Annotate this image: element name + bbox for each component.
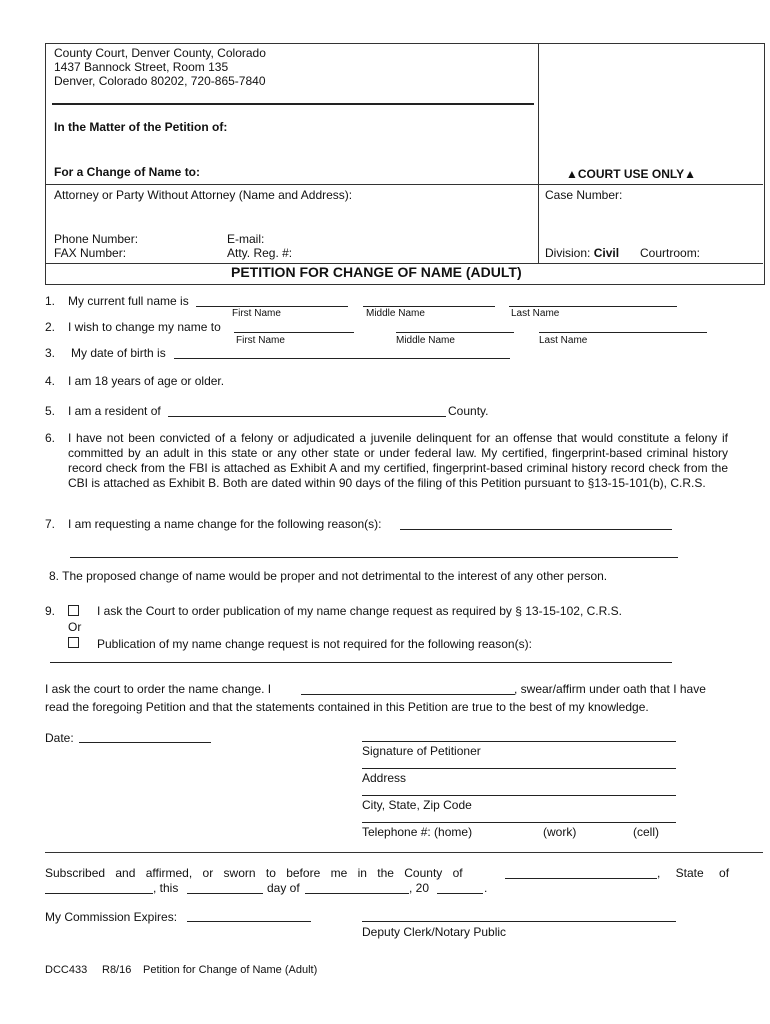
current-middle-name-field[interactable] bbox=[363, 306, 495, 307]
new-middle-name-field[interactable] bbox=[396, 332, 514, 333]
address-field[interactable] bbox=[362, 768, 676, 769]
item-5-suffix: County. bbox=[448, 404, 489, 418]
division-value: Civil bbox=[593, 246, 620, 260]
court-name: County Court, Denver County, Colorado bbox=[54, 46, 266, 60]
notary-this: , this bbox=[153, 881, 179, 895]
new-first-name-field[interactable] bbox=[234, 332, 354, 333]
signature-field[interactable] bbox=[362, 741, 676, 742]
telephone-home-label: Telephone #: (home) bbox=[362, 825, 473, 839]
notary-county-field[interactable] bbox=[505, 878, 657, 879]
new-last-name-field[interactable] bbox=[539, 332, 707, 333]
item-2-first-name-caption: First Name bbox=[236, 335, 285, 346]
item-2-number: 2. bbox=[45, 320, 56, 334]
email-label: E-mail: bbox=[227, 232, 265, 246]
attorney-label: Attorney or Party Without Attorney (Name and Address): bbox=[54, 188, 353, 202]
item-2-last-name-caption: Last Name bbox=[539, 335, 588, 346]
case-number-label: Case Number: bbox=[545, 188, 623, 202]
item-9-option-1: I ask the Court to order publication of my name change request as required by § 13-15-102, C.R.S. bbox=[97, 604, 622, 618]
item-9-option-2: Publication of my name change request is not required for the following reason(s): bbox=[97, 637, 532, 651]
notary-period: . bbox=[484, 881, 488, 895]
city-state-zip-label: City, State, Zip Code bbox=[362, 798, 472, 812]
notary-month-field[interactable] bbox=[305, 893, 409, 894]
clerk-signature-field[interactable] bbox=[362, 921, 676, 922]
item-4-number: 4. bbox=[45, 374, 56, 388]
notary-day-field[interactable] bbox=[187, 893, 263, 894]
phone-label: Phone Number: bbox=[54, 232, 139, 246]
court-street: 1437 Bannock Street, Room 135 bbox=[54, 60, 229, 74]
publication-required-checkbox[interactable] bbox=[68, 605, 79, 616]
telephone-field[interactable] bbox=[362, 822, 676, 823]
item-9-or: Or bbox=[68, 620, 82, 634]
county-of-residence-field[interactable] bbox=[168, 416, 446, 417]
current-first-name-field[interactable] bbox=[196, 306, 348, 307]
item-6-number: 6. bbox=[45, 431, 56, 445]
oath-tail: , swear/affirm under oath that I have bbox=[514, 682, 706, 696]
item-1-last-name-caption: Last Name bbox=[511, 308, 560, 319]
item-3-number: 3. bbox=[45, 346, 56, 360]
caption-divider-vertical bbox=[538, 43, 539, 263]
footer-revision: R8/16 bbox=[102, 964, 132, 976]
publication-not-required-checkbox[interactable] bbox=[68, 637, 79, 648]
item-2-middle-name-caption: Middle Name bbox=[396, 335, 455, 346]
item-5-text: I am a resident of bbox=[68, 404, 161, 418]
telephone-cell-label: (cell) bbox=[633, 825, 659, 839]
petition-title: PETITION FOR CHANGE OF NAME (ADULT) bbox=[231, 264, 522, 280]
court-use-only: ▲COURT USE ONLY▲ bbox=[566, 167, 696, 181]
notary-day-of: day of bbox=[267, 881, 300, 895]
oath-name-field[interactable] bbox=[301, 694, 515, 695]
item-1-number: 1. bbox=[45, 294, 56, 308]
item-2-text: I wish to change my name to bbox=[68, 320, 221, 334]
caption-rule bbox=[52, 103, 534, 105]
reason-field-line-2[interactable] bbox=[70, 557, 678, 558]
division-field bbox=[545, 246, 619, 260]
item-4-text: I am 18 years of age or older. bbox=[68, 374, 225, 388]
current-last-name-field[interactable] bbox=[509, 306, 677, 307]
item-1-middle-name-caption: Middle Name bbox=[366, 308, 425, 319]
oath-line-2: read the foregoing Petition and that the statements contained in this Petition are true to the best of my knowledge. bbox=[45, 700, 649, 714]
fax-label: FAX Number: bbox=[54, 246, 127, 260]
telephone-work-label: (work) bbox=[543, 825, 577, 839]
notary-state-of: , State of bbox=[657, 866, 730, 880]
signature-label: Signature of Petitioner bbox=[362, 744, 481, 758]
notary-state-field[interactable] bbox=[45, 893, 153, 894]
notary-year-field[interactable] bbox=[437, 893, 483, 894]
item-7-text: I am requesting a name change for the following reason(s): bbox=[68, 517, 382, 531]
notary-year-prefix: , 20 bbox=[409, 881, 430, 895]
item-7-number: 7. bbox=[45, 517, 56, 531]
clerk-label: Deputy Clerk/Notary Public bbox=[362, 925, 507, 939]
address-label: Address bbox=[362, 771, 407, 785]
date-label: Date: bbox=[45, 731, 74, 745]
publication-reason-field[interactable] bbox=[50, 662, 672, 663]
reason-field-line-1[interactable] bbox=[400, 529, 672, 530]
division-label: Division: bbox=[545, 246, 591, 260]
item-5-number: 5. bbox=[45, 404, 56, 418]
item-3-text: My date of birth is bbox=[71, 346, 166, 360]
caption-divider-1 bbox=[45, 184, 763, 185]
footer-form-id: DCC433 bbox=[45, 964, 88, 976]
item-8-text: 8. The proposed change of name would be proper and not detrimental to the interest of any other person. bbox=[49, 569, 608, 583]
item-1-text: My current full name is bbox=[68, 294, 189, 308]
commission-expires-label: My Commission Expires: bbox=[45, 910, 178, 924]
item-9-number: 9. bbox=[45, 604, 56, 618]
matter-label: In the Matter of the Petition of: bbox=[54, 120, 228, 134]
date-of-birth-field[interactable] bbox=[174, 358, 510, 359]
footer-form-title: Petition for Change of Name (Adult) bbox=[143, 964, 318, 976]
atty-reg-label: Atty. Reg. #: bbox=[227, 246, 293, 260]
notary-subscribed: Subscribed and affirmed, or sworn to before me in the County of bbox=[45, 866, 463, 880]
city-state-zip-field[interactable] bbox=[362, 795, 676, 796]
court-city-phone: Denver, Colorado 80202, 720-865-7840 bbox=[54, 74, 266, 88]
commission-expires-field[interactable] bbox=[187, 921, 311, 922]
change-label: For a Change of Name to: bbox=[54, 165, 201, 179]
courtroom-label: Courtroom: bbox=[640, 246, 701, 260]
item-6-text: I have not been convicted of a felony or adjudicated a juvenile delinquent for an offense that would constitute a felony if committed by an adult in this state or any other state or under federal law. My certified, fingerprint-based criminal history record check from the FBI is attached as Exhibit A and my certified, fingerprint-based criminal history record check from the CBI is attached as Exhibit B. Both are dated within 90 days of the filing of this Petition pursuant to §13-15-101(b), C.R.S. bbox=[68, 431, 728, 490]
notary-separator bbox=[45, 852, 763, 853]
date-field[interactable] bbox=[79, 742, 211, 743]
item-1-first-name-caption: First Name bbox=[232, 308, 281, 319]
oath-lead: I ask the court to order the name change. I bbox=[45, 682, 272, 696]
